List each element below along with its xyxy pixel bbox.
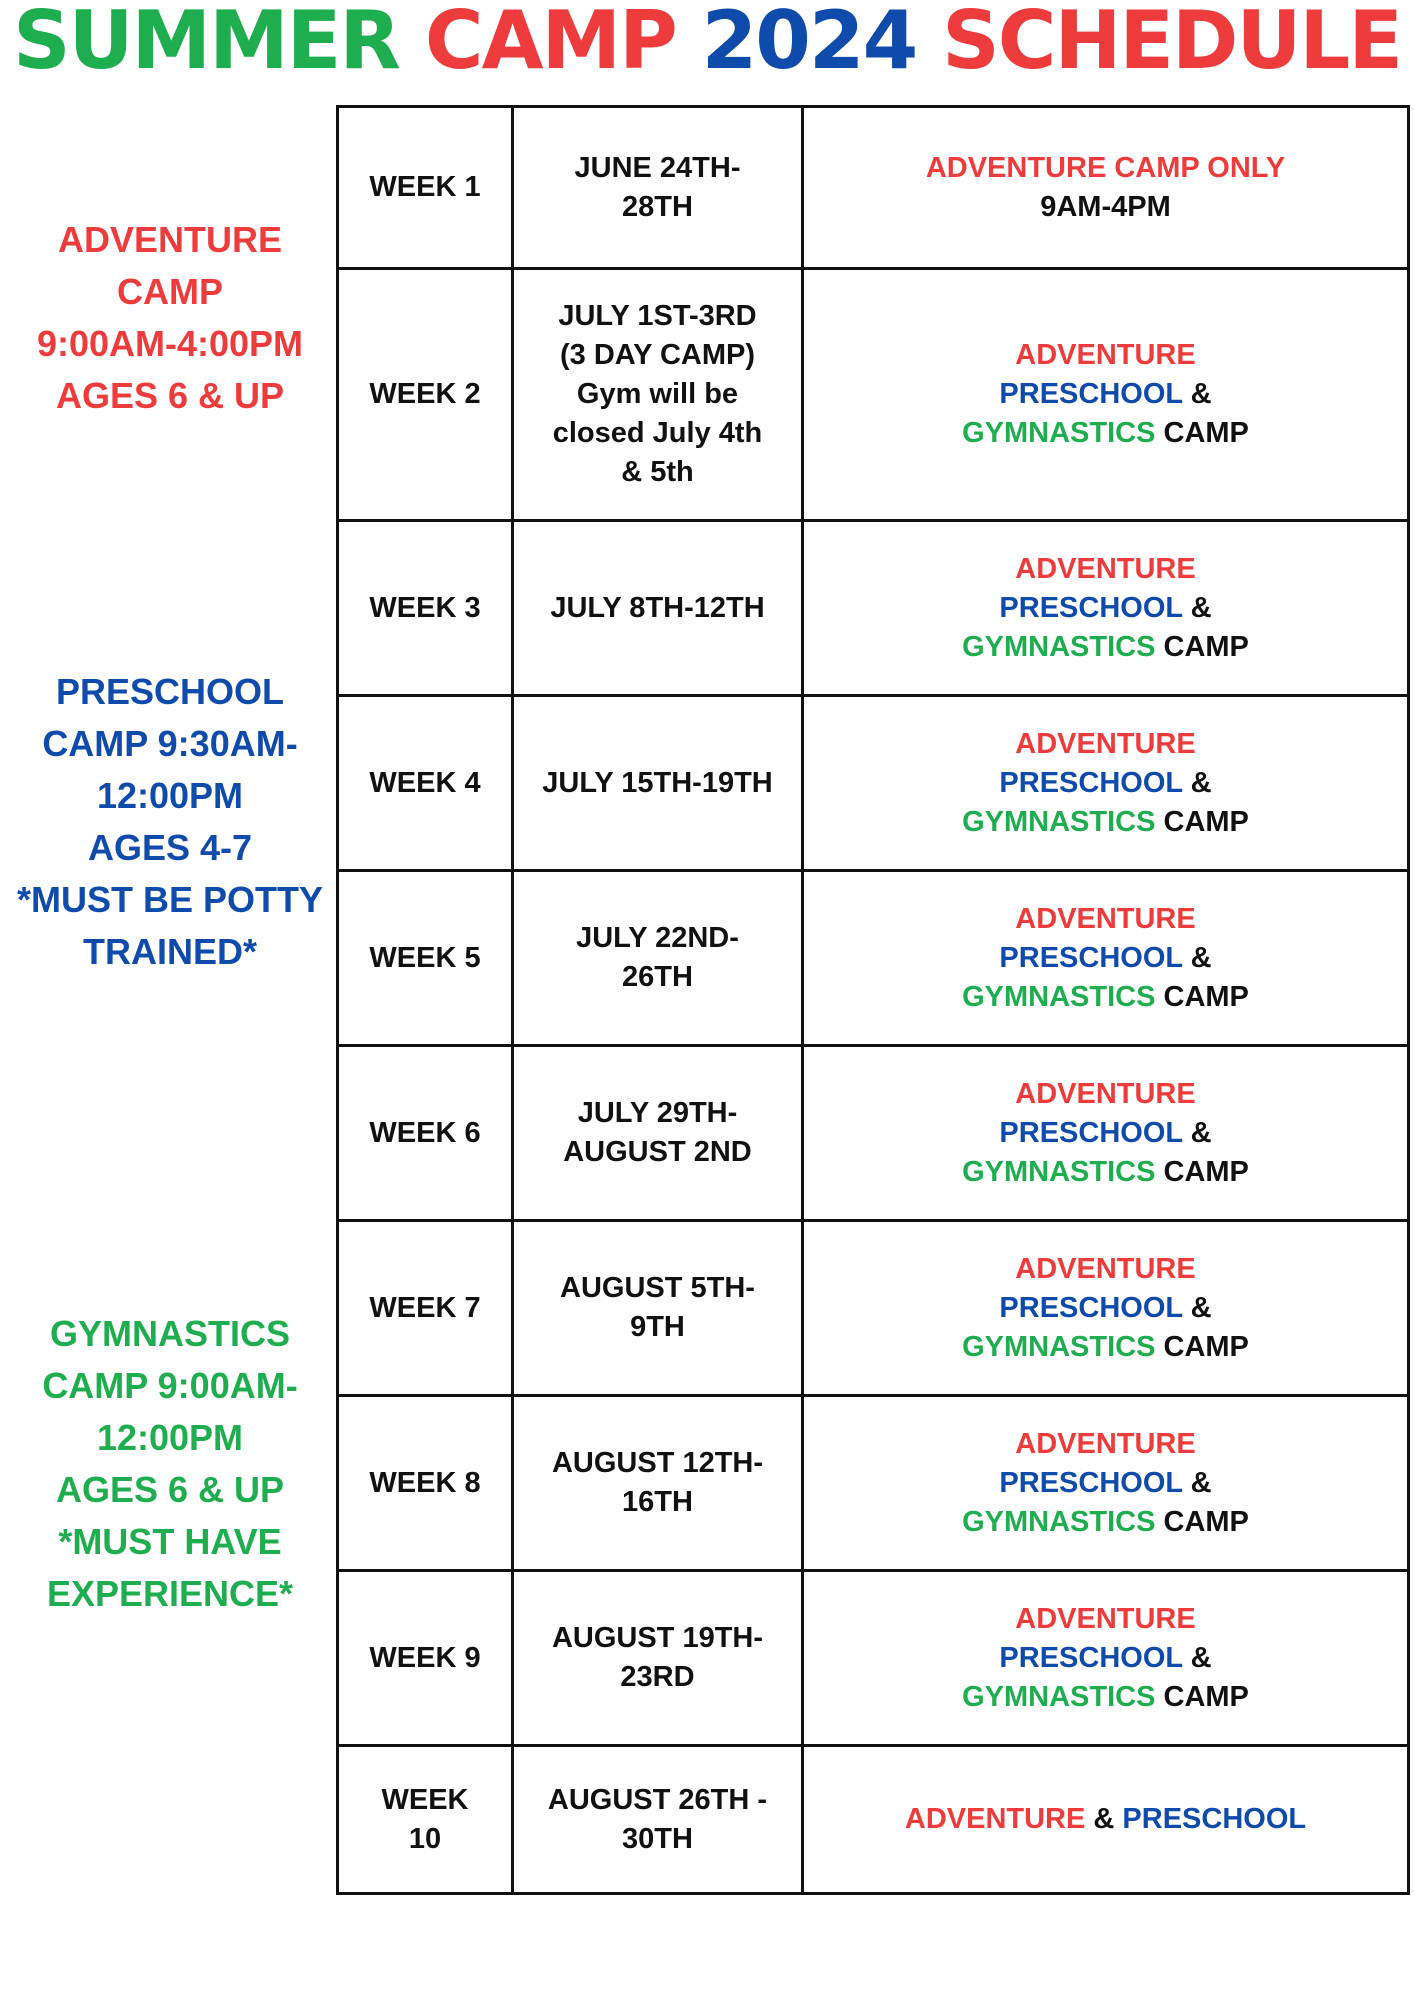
ampersand: & <box>1190 1466 1212 1499</box>
camps-cell <box>803 269 1409 521</box>
adventure-label: ADVENTURE <box>1015 902 1196 935</box>
gymnastics-label: GYMNASTICS <box>962 630 1156 663</box>
sidebar-line: CAMP 9:30AM- <box>42 723 298 764</box>
dates-cell <box>513 107 803 269</box>
gymnastics-label: GYMNASTICS <box>962 1330 1156 1363</box>
gymnastics-label: GYMNASTICS <box>962 1505 1156 1538</box>
dates-cell <box>513 1046 803 1221</box>
preschool-label: PRESCHOOL <box>999 1466 1183 1499</box>
dates-cell <box>513 1396 803 1571</box>
table-row <box>338 1746 1409 1894</box>
title-word-camp: CAMP <box>424 0 676 87</box>
table-row <box>338 1221 1409 1396</box>
sidebar-line: 9:00AM-4:00PM <box>36 323 304 364</box>
adventure-label: ADVENTURE <box>904 1803 1086 1835</box>
sidebar-line: AGES 4-7 <box>87 827 253 868</box>
table-row <box>338 696 1409 871</box>
date-line: & 5th <box>621 456 694 488</box>
ampersand: & <box>1190 1291 1212 1324</box>
adventure-only-label: ADVENTURE CAMP ONLY <box>925 151 1286 184</box>
table-row <box>338 871 1409 1046</box>
camps-cell <box>803 1746 1409 1894</box>
sidebar-preschool-info <box>0 666 340 978</box>
camp-label: CAMP <box>1163 417 1249 449</box>
sidebar-line: 12:00PM <box>96 775 244 816</box>
ampersand: & <box>1093 1803 1115 1835</box>
camp-label: CAMP <box>1163 1330 1249 1363</box>
sidebar-line: 12:00PM <box>96 1417 244 1458</box>
camp-label: CAMP <box>1163 1155 1249 1188</box>
camp-label: CAMP <box>1163 980 1249 1013</box>
camps-cell <box>803 521 1409 696</box>
week-cell: WEEK 4 <box>338 696 513 871</box>
sidebar-line: EXPERIENCE* <box>46 1573 294 1614</box>
adventure-hours-label: 9AM-4PM <box>1040 190 1171 223</box>
camps-cell <box>803 696 1409 871</box>
camps-cell <box>803 1046 1409 1221</box>
date-line: JULY 8TH-12TH <box>550 591 765 624</box>
adventure-label: ADVENTURE <box>1015 1427 1196 1460</box>
page-title <box>0 0 1414 87</box>
ampersand: & <box>1190 591 1212 624</box>
camps-cell <box>803 107 1409 269</box>
week-cell: WEEK 1 <box>338 107 513 269</box>
date-line: Gym will be <box>576 378 739 410</box>
sidebar-line: PRESCHOOL <box>55 671 285 712</box>
table-row <box>338 521 1409 696</box>
adventure-label: ADVENTURE <box>1015 727 1196 760</box>
week-line: WEEK <box>381 1783 469 1816</box>
date-line: AUGUST 26TH - <box>547 1783 768 1816</box>
adventure-label: ADVENTURE <box>1015 1077 1196 1110</box>
adventure-label: ADVENTURE <box>1015 339 1196 371</box>
gymnastics-label: GYMNASTICS <box>962 1155 1156 1188</box>
dates-cell <box>513 696 803 871</box>
table-row <box>338 1396 1409 1571</box>
date-line: AUGUST 19TH- <box>551 1622 764 1654</box>
ampersand: & <box>1190 378 1212 410</box>
sidebar-line: AGES 6 & UP <box>55 375 285 416</box>
camps-cell <box>803 1221 1409 1396</box>
sidebar-line: *MUST HAVE <box>58 1521 282 1562</box>
week-cell: WEEK 2 <box>338 269 513 521</box>
preschool-label: PRESCHOOL <box>999 1641 1183 1674</box>
dates-cell <box>513 269 803 521</box>
date-line: JULY 1ST-3RD <box>558 300 757 332</box>
gymnastics-label: GYMNASTICS <box>962 980 1156 1013</box>
adventure-label: ADVENTURE <box>1015 1252 1196 1285</box>
sidebar-gymnastics-info <box>0 1308 340 1620</box>
camps-cell <box>803 871 1409 1046</box>
camp-label: CAMP <box>1163 630 1249 663</box>
week-cell: WEEK 6 <box>338 1046 513 1221</box>
week-cell: WEEK 9 <box>338 1571 513 1746</box>
date-line: AUGUST 12TH- <box>551 1447 764 1479</box>
camp-label: CAMP <box>1163 805 1249 838</box>
week-line: 10 <box>408 1822 442 1855</box>
ampersand: & <box>1190 1641 1212 1674</box>
sidebar-line: CAMP <box>117 271 223 312</box>
date-line: JULY 22ND- <box>576 922 739 954</box>
date-line: (3 DAY CAMP) <box>560 339 755 371</box>
sidebar-line: GYMNASTICS <box>49 1313 290 1354</box>
title-word-summer: SUMMER <box>12 0 399 87</box>
preschool-label: PRESCHOOL <box>999 378 1183 410</box>
camp-label: CAMP <box>1163 1505 1249 1538</box>
table-row <box>338 1571 1409 1746</box>
sidebar-line: AGES 6 & UP <box>55 1469 285 1510</box>
date-line: 9TH <box>630 1311 685 1343</box>
sidebar-line: *MUST BE POTTY <box>16 879 324 920</box>
date-line: JULY 15TH-19TH <box>542 766 773 799</box>
date-line: AUGUST 2ND <box>563 1136 752 1168</box>
dates-cell <box>513 1746 803 1894</box>
title-word-schedule: SCHEDULE <box>942 0 1402 87</box>
preschool-label: PRESCHOOL <box>999 766 1183 799</box>
date-line: AUGUST 5TH- <box>560 1272 755 1304</box>
sidebar-line: ADVENTURE <box>57 219 282 260</box>
date-line: 16TH <box>622 1486 693 1518</box>
week-cell: WEEK 5 <box>338 871 513 1046</box>
preschool-label: PRESCHOOL <box>999 1116 1183 1149</box>
sidebar-adventure-info <box>0 214 340 422</box>
table-row <box>338 1046 1409 1221</box>
week-cell <box>338 1746 513 1894</box>
camp-label: CAMP <box>1163 1680 1249 1713</box>
camps-cell <box>803 1571 1409 1746</box>
table-row <box>338 269 1409 521</box>
adventure-label: ADVENTURE <box>1015 1602 1196 1635</box>
date-line: 28TH <box>622 190 693 223</box>
date-line: closed July 4th <box>552 417 763 449</box>
week-cell: WEEK 8 <box>338 1396 513 1571</box>
date-line: JUNE 24TH- <box>574 151 741 184</box>
preschool-label: PRESCHOOL <box>999 591 1183 624</box>
sidebar-line: TRAINED* <box>82 931 257 972</box>
gymnastics-label: GYMNASTICS <box>962 805 1156 838</box>
date-line: JULY 29TH- <box>577 1097 738 1129</box>
sidebar-line: CAMP 9:00AM- <box>42 1365 298 1406</box>
week-cell: WEEK 7 <box>338 1221 513 1396</box>
dates-cell <box>513 871 803 1046</box>
dates-cell <box>513 521 803 696</box>
preschool-label: PRESCHOOL <box>999 1291 1183 1324</box>
adventure-label: ADVENTURE <box>1015 552 1196 585</box>
date-line: 30TH <box>622 1822 693 1855</box>
dates-cell <box>513 1571 803 1746</box>
preschool-label: PRESCHOOL <box>1122 1803 1307 1835</box>
title-word-year: 2024 <box>701 0 917 87</box>
dates-cell <box>513 1221 803 1396</box>
date-line: 26TH <box>622 961 693 993</box>
table-row <box>338 107 1409 269</box>
gymnastics-label: GYMNASTICS <box>962 417 1156 449</box>
date-line: 23RD <box>620 1661 695 1693</box>
ampersand: & <box>1190 1116 1212 1149</box>
schedule-table <box>336 105 1410 1895</box>
ampersand: & <box>1190 941 1212 974</box>
gymnastics-label: GYMNASTICS <box>962 1680 1156 1713</box>
ampersand: & <box>1190 766 1212 799</box>
week-cell: WEEK 3 <box>338 521 513 696</box>
camps-cell <box>803 1396 1409 1571</box>
preschool-label: PRESCHOOL <box>999 941 1183 974</box>
